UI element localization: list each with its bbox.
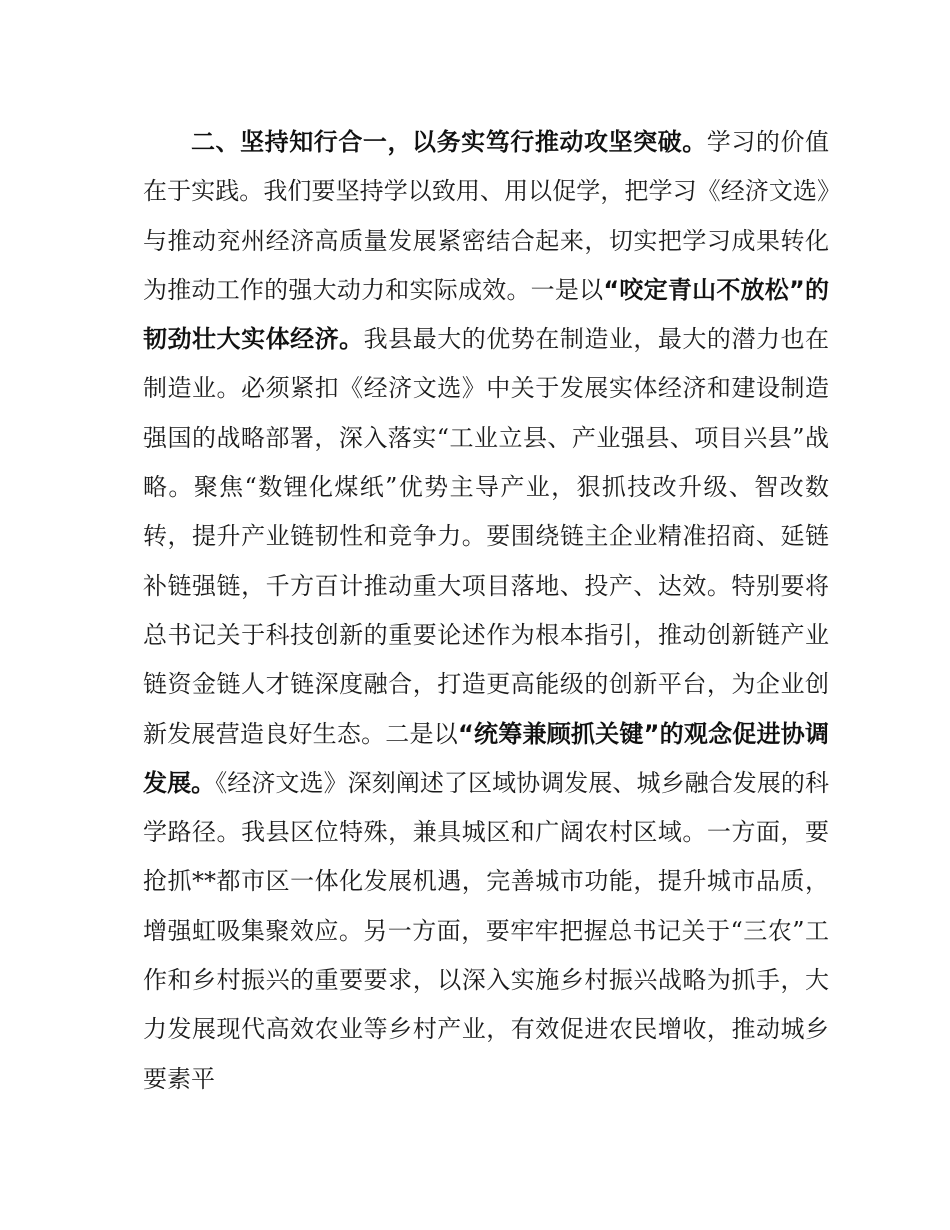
body-paragraph xyxy=(143,118,829,1104)
paragraph-text: 《经济文选》深刻阐述了区域协调发展、城乡融合发展的科学路径。我县区位特殊，兼具城区和广阔农村区域。一方面，要抢抓**都市区一体化发展机遇，完善城市功能，提升城市品质，增强虹吸集聚效应。另一方面，要牢牢把握总书记关于“三农”工作和乡村振兴的重要要求，以深入实施乡村振兴战略为抓手，大力发展现代高效农业等乡村产业，有效促进农民增收，推动城乡要素平 xyxy=(143,768,830,1093)
paragraph-text: 学习的价值在于实践。我们要坚持学以致用、用以促学，把学习《经济文选》与推动兖州经济高质量发展紧密结合起来，切实把学习成果转化为推动工作的强大动力和实际成效。一是以 xyxy=(143,128,830,304)
section-heading: 二、坚持知行合一，以务实笃行推动攻坚突破。 xyxy=(191,128,707,156)
paragraph-text: 我县最大的优势在制造业，最大的潜力也在制造业。必须紧扣《经济文选》中关于发展实体经济和建设制造强国的战略部署，深入落实“工业立县、产业强县、项目兴县”战略。聚焦“数锂化煤纸”优势主导产业，狠抓技改升级、智改数转，提升产业链韧性和竞争力。要围绕链主企业精准招商、延链补链强链，千方百计推动重大项目落地、投产、达效。特别要将总书记关于科技创新的重要论述作为根本指引，推动创新链产业链资金链人才链深度融合，打造更高能级的创新平台，为企业创新发展营造良好生态。二是以 xyxy=(143,325,830,748)
point-two-heading: “统筹兼顾抓关键”的观念促进协调发展。 xyxy=(143,719,830,797)
point-one-heading: “咬定青山不放松”的韧劲壮大实体经济。 xyxy=(143,275,830,354)
